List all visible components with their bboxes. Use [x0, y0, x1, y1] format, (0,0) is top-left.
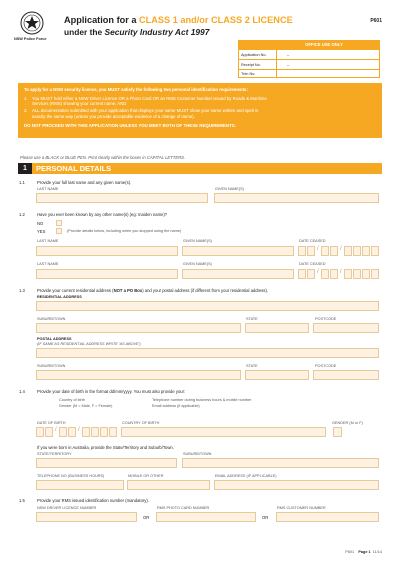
notice-warning: DO NOT PROCEED WITH THIS APPLICATION UNLESS YOU MEET BOTH OF THESE REQUIREMENTS.: [24, 122, 236, 128]
postal-suburb-field[interactable]: [36, 370, 241, 380]
office-use-box: [238, 40, 380, 78]
given-names-field[interactable]: [214, 193, 379, 203]
section-title: PERSONAL DETAILS: [36, 164, 112, 173]
suburb-field[interactable]: [36, 323, 241, 333]
date-digit[interactable]: [91, 427, 99, 437]
field-label: RMS PHOTO CARD NUMBER: [157, 506, 210, 510]
office-use-value[interactable]: [277, 70, 379, 78]
question-text: Have you ever been known by any other name(s) (eg: maiden name)?: [37, 212, 168, 217]
date-separator: /: [340, 246, 342, 252]
mobile-field[interactable]: [127, 480, 210, 490]
notice-banner: [18, 83, 382, 138]
field-label: LAST NAME: [37, 239, 59, 243]
field-label: SUBURB/TOWN: [37, 317, 66, 321]
date-digit[interactable]: [298, 246, 306, 256]
date-digit[interactable]: [330, 246, 338, 256]
date-digit[interactable]: [362, 269, 370, 279]
date-of-birth-field: [36, 427, 116, 437]
field-label: GENDER (M or F): [332, 421, 363, 425]
question-text: Provide your RMS issued identification number (mandatory).: [37, 498, 149, 503]
field-label: TELEPHONE NO (BUSINESS HOURS): [37, 474, 105, 478]
page-title: [64, 15, 293, 25]
logo-caption: NSW Police Force: [14, 37, 47, 41]
requirement-item: Email address (if applicable): [152, 404, 200, 408]
last-name-field[interactable]: [36, 193, 208, 203]
field-label: POSTCODE: [315, 364, 337, 368]
date-digit[interactable]: [36, 427, 44, 437]
field-label: STATE: [246, 317, 258, 321]
requirement-item: Telephone number during business hours & mobile number: [152, 398, 252, 402]
section-header: [18, 163, 382, 174]
notice-item-number: 2.: [24, 108, 28, 114]
field-label: SUBURB/TOWN: [183, 452, 212, 456]
office-use-value[interactable]: –: [287, 62, 290, 67]
date-digit[interactable]: [109, 427, 117, 437]
date-digit[interactable]: [353, 269, 361, 279]
field-label: LAST NAME: [37, 187, 59, 191]
date-digit[interactable]: [68, 427, 76, 437]
question-text: Provide your date of birth in the format dd/mm/yyyy. You must also provide your:: [37, 389, 186, 394]
date-separator: /: [55, 427, 57, 433]
date-digit[interactable]: [100, 427, 108, 437]
yes-option-label: YES: [37, 229, 46, 234]
section-number: 1: [18, 163, 32, 174]
page-subtitle: [64, 27, 209, 37]
no-option-label: NO: [37, 221, 44, 226]
postal-postcode-field[interactable]: [313, 370, 379, 380]
notice-item-2: [24, 108, 376, 118]
field-label: SUBURB/TOWN: [37, 364, 66, 368]
field-label: DATE CEASED: [299, 262, 326, 266]
question-number: 1.4: [19, 389, 25, 394]
question-text: [37, 288, 268, 293]
date-digit[interactable]: [298, 269, 306, 279]
date-separator: /: [317, 269, 319, 275]
date-digit[interactable]: [59, 427, 67, 437]
office-use-label: Receipt No.: [239, 60, 277, 69]
date-digit[interactable]: [344, 246, 352, 256]
question-number: 1.1: [19, 180, 25, 185]
office-use-row: [239, 59, 379, 69]
date-digit[interactable]: [330, 269, 338, 279]
field-label: RESIDENTIAL ADDRESS: [37, 295, 82, 299]
field-label: STATE/TERRITORY: [37, 452, 72, 456]
field-label: EMAIL ADDRESS (IF APPLICABLE): [215, 474, 277, 478]
field-label: DATE CEASED: [299, 239, 326, 243]
police-crest-icon: [20, 11, 44, 35]
residential-address-field[interactable]: [36, 301, 379, 311]
postal-state-field[interactable]: [245, 370, 309, 380]
country-of-birth-field[interactable]: [121, 427, 326, 437]
date-ceased-field: [298, 269, 378, 279]
or-separator: OR: [262, 515, 269, 520]
business-phone-field[interactable]: [36, 480, 124, 490]
date-digit[interactable]: [371, 246, 379, 256]
police-logo: [20, 11, 44, 35]
field-label: GIVEN NAME(S): [183, 262, 212, 266]
requirement-item: Country of birth: [59, 398, 85, 402]
question-text-bold: NOT a PO Box: [113, 288, 143, 293]
or-separator: OR: [143, 515, 150, 520]
notice-item-text: You MUST hold either a NSW Driver Licence OR a Photo Card OR an RMS Customer Number issued by Roads & Maritime: [32, 96, 267, 102]
notice-item-text: Services (RMS) showing your current name; AND: [32, 101, 127, 107]
state-field[interactable]: [245, 323, 309, 333]
date-digit[interactable]: [321, 246, 329, 256]
date-separator: /: [340, 269, 342, 275]
date-digit[interactable]: [321, 269, 329, 279]
question-number: 1.2: [19, 212, 25, 217]
date-separator: /: [78, 427, 80, 433]
date-digit[interactable]: [82, 427, 90, 437]
footer-form-code: P601: [345, 550, 355, 554]
question-number: 1.5: [19, 498, 25, 503]
office-use-title: OFFICE USE ONLY: [239, 41, 379, 49]
requirement-item: Gender (M = Male, F = Female): [59, 404, 113, 408]
field-label: DATE OF BIRTH: [37, 421, 66, 425]
subtitle-prefix: under the: [64, 27, 105, 37]
no-checkbox[interactable]: [56, 220, 62, 226]
footer-page-number: Page 1: [358, 550, 371, 554]
driver-licence-field[interactable]: [36, 512, 137, 522]
photo-card-field[interactable]: [156, 512, 256, 522]
notice-intro: To apply for a NSW security licence, you MUST satisfy the following two personal identification requirements:: [24, 87, 248, 92]
field-label: MOBILE OR OTHER: [128, 474, 164, 478]
pen-instruction: Please use a BLACK or BLUE PEN. Print clearly within the boxes in CAPITAL LETTERS.: [20, 155, 186, 160]
question-text-part: Provide your current residential address (: [37, 288, 114, 293]
office-use-row: [239, 49, 379, 59]
subtitle-act: Security Industry Act 1997: [104, 27, 210, 37]
other-given-names-field[interactable]: [182, 246, 294, 256]
field-label: COUNTRY OF BIRTH: [122, 421, 160, 425]
yes-checkbox[interactable]: [56, 228, 62, 234]
postal-hint: (IF SAME AS RESIDENTIAL ADDRESS WRITE 'AS ABOVE'): [37, 342, 141, 346]
question-number: 1.3: [19, 288, 25, 293]
date-digit[interactable]: [344, 269, 352, 279]
footer-version: 11/14: [372, 550, 382, 554]
email-field[interactable]: [214, 480, 379, 490]
office-use-label: Trim No.: [239, 70, 277, 78]
office-use-row: [239, 69, 379, 78]
other-last-name-field[interactable]: [36, 269, 178, 279]
page-footer: [345, 550, 382, 554]
date-digit[interactable]: [371, 269, 379, 279]
office-use-label: Application No.: [239, 50, 277, 59]
field-label: RMS CUSTOMER NUMBER: [277, 506, 326, 510]
office-use-value[interactable]: –: [287, 52, 290, 57]
title-prefix: Application for a: [64, 15, 140, 25]
field-label: NSW DRIVER LICENCE NUMBER: [37, 506, 97, 510]
field-label: POSTCODE: [315, 317, 337, 321]
birth-state-field[interactable]: [36, 458, 177, 468]
notice-item-text: ALL documentation submitted with your application that displays your name MUST show your name written and spelt in: [32, 108, 259, 114]
other-given-names-field[interactable]: [182, 269, 294, 279]
birth-suburb-field[interactable]: [182, 458, 379, 468]
date-digit[interactable]: [307, 246, 315, 256]
title-emphasis: CLASS 1 and/or CLASS 2 LICENCE: [139, 15, 293, 25]
other-last-name-field[interactable]: [36, 246, 178, 256]
question-text-part: ) and your postal address (if different from your residential address).: [142, 288, 269, 293]
field-label: POSTAL ADDRESS: [37, 337, 72, 341]
notice-item-1: [24, 96, 376, 106]
notice-item-text: exactly the same way (unless you provide acceptable evidence of a change of name).: [32, 113, 195, 119]
date-separator: /: [317, 246, 319, 252]
form-code: P601: [370, 18, 382, 24]
field-label: LAST NAME: [37, 262, 59, 266]
postal-address-field[interactable]: [36, 348, 379, 358]
notice-item-number: 1.: [24, 96, 28, 102]
gender-field[interactable]: [333, 427, 342, 437]
field-label: GIVEN NAME(S): [183, 239, 212, 243]
date-digit[interactable]: [45, 427, 53, 437]
yes-hint: (Provide details below, including when you stopped using the name): [67, 229, 182, 233]
born-in-australia-text: If you were born in Australia, provide the State/Territory and Suburb/Town.: [37, 445, 174, 450]
date-digit[interactable]: [353, 246, 361, 256]
date-ceased-field: [298, 246, 378, 256]
date-digit[interactable]: [362, 246, 370, 256]
field-label: STATE: [246, 364, 258, 368]
field-label: GIVEN NAME(S): [215, 187, 244, 191]
date-digit[interactable]: [307, 269, 315, 279]
customer-number-field[interactable]: [276, 512, 379, 522]
question-text: Provide your full last name and any given name(s).: [37, 180, 132, 185]
postcode-field[interactable]: [313, 323, 379, 333]
